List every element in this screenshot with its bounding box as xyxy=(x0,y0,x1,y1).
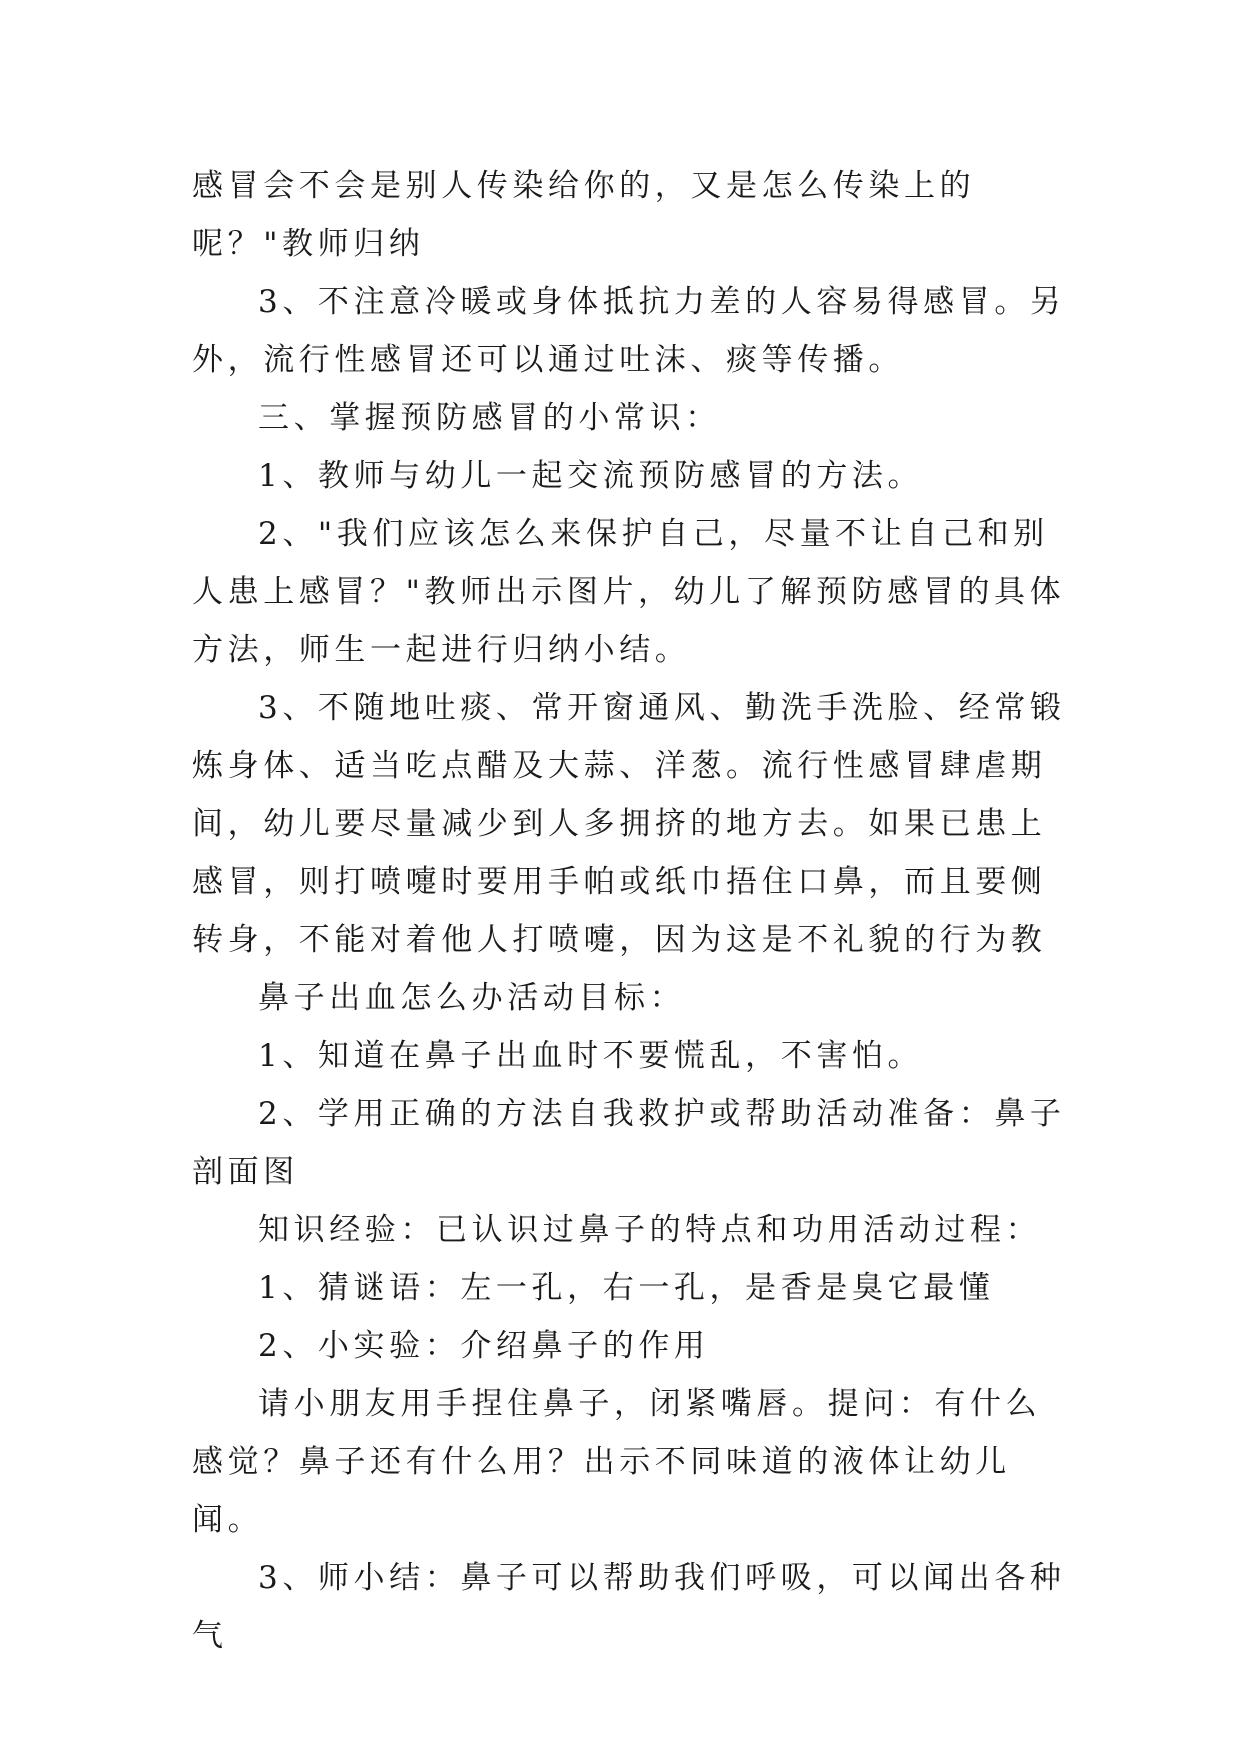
paragraph-10: 知识经验：已认识过鼻子的特点和功用活动过程： xyxy=(258,1212,1042,1248)
paragraph-9: 2、学用正确的方法自我救护或帮助活动准备：鼻子剖面图 xyxy=(192,1096,1066,1190)
document-body xyxy=(192,157,1068,1665)
paragraph-8: 1、知道在鼻子出血时不要慌乱，不害怕。 xyxy=(258,1038,924,1074)
paragraph-2: 3、不注意冷暖或身体抵抗力差的人容易得感冒。另外，流行性感冒还可以通过吐沫、痰等传播。 xyxy=(192,284,1066,378)
paragraph-1: 感冒会不会是别人传染给你的，又是怎么传染上的呢？"教师归纳 xyxy=(192,168,976,262)
paragraph-6: 3、不随地吐痰、常开窗通风、勤洗手洗脸、经常锻炼身体、适当吃点醋及大蒜、洋葱。流行性感冒肆虐期间，幼儿要尽量减少到人多拥挤的地方去。如果已患上感冒，则打喷嚏时要用手帕或纸巾捂住口鼻，而且要侧转身，不能对着他人打喷嚏，因为这是不礼貌的行为教 xyxy=(192,690,1066,958)
paragraph-14: 3、师小结：鼻子可以帮助我们呼吸，可以闻出各种气 xyxy=(192,1560,1066,1654)
paragraph-7: 鼻子出血怎么办活动目标： xyxy=(258,980,686,1016)
paragraph-11: 1、猜谜语：左一孔，右一孔，是香是臭它最懂 xyxy=(258,1270,995,1306)
paragraph-3: 三、掌握预防感冒的小常识： xyxy=(258,400,721,436)
paragraph-5: 2、"我们应该怎么来保护自己，尽量不让自己和别人患上感冒？"教师出示图片，幼儿了解预防感冒的具体方法，师生一起进行归纳小结。 xyxy=(192,516,1066,668)
paragraph-12: 2、小实验：介绍鼻子的作用 xyxy=(258,1328,710,1364)
paragraph-4: 1、教师与幼儿一起交流预防感冒的方法。 xyxy=(258,458,924,494)
paragraph-13: 请小朋友用手捏住鼻子，闭紧嘴唇。提问：有什么感觉？鼻子还有什么用？出示不同味道的液体让幼儿闻。 xyxy=(192,1386,1042,1538)
